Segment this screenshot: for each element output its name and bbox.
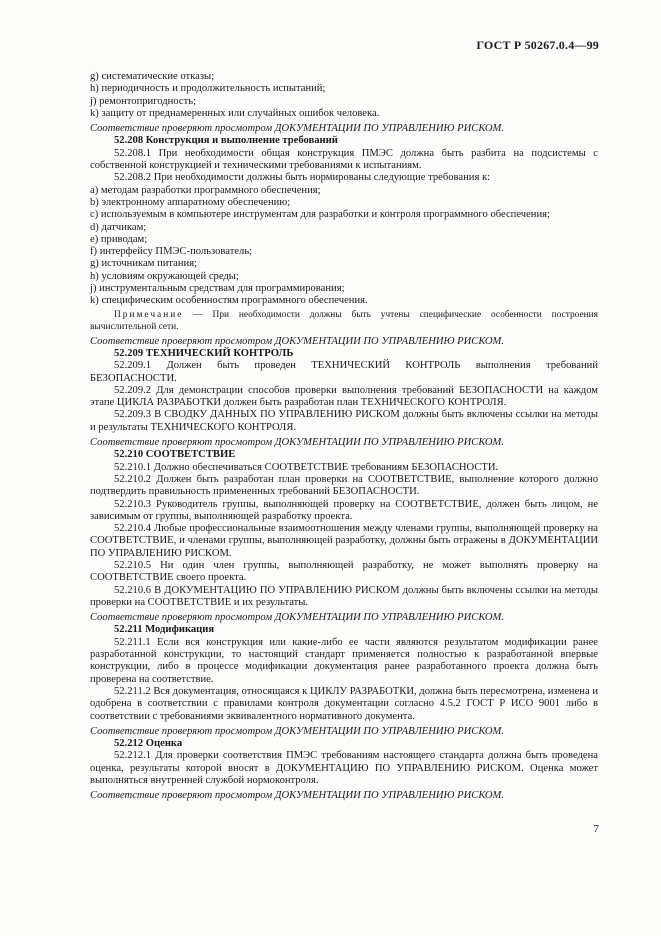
list-item: c) используемым в компьютере инструментам для разработки и контроля программного обеспечения; — [90, 209, 550, 221]
paragraph-52-210-1: 52.210.1 Должно обеспечиваться СООТВЕТСТВИЕ требованиям БЕЗОПАСНОСТИ. — [114, 461, 499, 473]
list-item: j) ремонтопригодность; — [90, 95, 197, 107]
standard-header: ГОСТ Р 50267.0.4—99 — [476, 38, 599, 52]
list-item: f) интерфейсу ПМЭС-пользователь; — [90, 246, 253, 258]
list-item: h) условиям окружающей среды; — [90, 270, 239, 282]
compliance-note: Соответствие проверяют просмотром ДОКУМЕНТАЦИИ ПО УПРАВЛЕНИЮ РИСКОМ. — [90, 123, 504, 135]
paragraph-52-210-3: 52.210.3 Руководитель группы, выполняющей проверку на СООТВЕТСТВИЕ, должен быть лицом, не зависимым от группы, выполняющей разработку проекта. — [90, 498, 598, 522]
paragraph-52-210-2: 52.210.2 Должен быть разработан план проверки на СООТВЕТСТВИЕ, выполнение которого должно подтвердить правильность примененных требований БЕЗОПАСНОСТИ. — [90, 473, 598, 498]
paragraph-52-211-1: 52.211.1 Если вся конструкция или какие-либо ее части являются результатом модификации ранее разработанной конструкции, то настоящий стандарт применяется полностью к разработанной впервые конструкции, либо в процессе модификации документация ранее разработанного проекта должна быть проверена на соответствие. — [90, 636, 598, 685]
compliance-note: Соответствие проверяют просмотром ДОКУМЕНТАЦИИ ПО УПРАВЛЕНИЮ РИСКОМ. — [90, 335, 504, 347]
section-title-52-209: 52.209 ТЕХНИЧЕСКИЙ КОНТРОЛЬ — [114, 347, 294, 359]
list-item: d) датчикам; — [90, 221, 147, 233]
paragraph-52-208-2: 52.208.2 При необходимости должны быть нормированы следующие требования к: — [114, 172, 491, 184]
section-title-52-212: 52.212 Оценка — [114, 738, 183, 750]
list-item: a) методам разработки программного обеспечения; — [90, 184, 321, 196]
note-label: Примечание — [114, 309, 184, 320]
paragraph-52-211-2: 52.211.2 Вся документация, относящаяся к ЦИКЛУ РАЗРАБОТКИ, должна быть пересмотрена, изменена и одобрена в соответствии с правилами контроля документации согласно 4.5.2 ГОСТ Р ИСО 9001 либо в соответствии с требованиями эквивалентного нормативного документа. — [90, 685, 598, 722]
list-item: g) систематические отказы; — [90, 71, 215, 82]
list-item: k) специфическим особенностям программного обеспечения. — [90, 295, 368, 307]
paragraph-52-209-3: 52.209.3 В СВОДКУ ДАННЫХ ПО УПРАВЛЕНИЮ РИСКОМ должны быть включены ссылки на методы и результаты ТЕХНИЧЕСКОГО КОНТРОЛЯ. — [90, 409, 598, 433]
paragraph-52-209-1: 52.209.1 Должен быть проведен ТЕХНИЧЕСКИЙ КОНТРОЛЬ выполнения требований БЕЗОПАСНОСТИ. — [90, 360, 598, 384]
list-item: b) электронному аппаратному обеспечению; — [90, 196, 291, 208]
list-item: h) периодичность и продолжительность испытаний; — [90, 83, 326, 95]
compliance-note: Соответствие проверяют просмотром ДОКУМЕНТАЦИИ ПО УПРАВЛЕНИЮ РИСКОМ. — [90, 612, 504, 624]
list-item: j) инструментальным средствам для программирования; — [90, 283, 345, 295]
document-body — [90, 71, 598, 803]
paragraph-52-210-5: 52.210.5 Ни один член группы, выполняющей разработку, не может выполнять проверку на СООТВЕТСТВИЕ своего проекта. — [90, 559, 598, 584]
section-title-52-211: 52.211 Модификация — [114, 624, 215, 636]
compliance-note: Соответствие проверяют просмотром ДОКУМЕНТАЦИИ ПО УПРАВЛЕНИЮ РИСКОМ. — [90, 790, 504, 802]
list-item: g) источникам питания; — [90, 258, 198, 270]
section-title-52-208: 52.208 Конструкция и выполнение требований — [114, 135, 338, 147]
page-number: 7 — [593, 823, 599, 835]
note — [90, 309, 598, 333]
paragraph-52-208-1: 52.208.1 При необходимости общая конструкция ПМЭС должна быть разбита на подсистемы с собственной конструкцией и техническими требованиями к испытаниям. — [90, 147, 598, 172]
paragraph-52-212-1: 52.212.1 Для проверки соответствия ПМЭС требованиям настоящего стандарта должна быть проведена оценка, результаты которой вносят в ДОКУМЕНТАЦИЮ ПО УПРАВЛЕНИЮ РИСКОМ. Оценка может выполняться внутренней службой нормоконтроля. — [90, 750, 598, 787]
compliance-note: Соответствие проверяют просмотром ДОКУМЕНТАЦИИ ПО УПРАВЛЕНИЮ РИСКОМ. — [90, 725, 504, 737]
section-title-52-210: 52.210 СООТВЕТСТВИЕ — [114, 449, 236, 461]
compliance-note: Соответствие проверяют просмотром ДОКУМЕНТАЦИИ ПО УПРАВЛЕНИЮ РИСКОМ. — [90, 437, 504, 449]
paragraph-52-210-4: 52.210.4 Любые профессиональные взаимоотношения между членами группы, выполняющей проверку на СООТВЕТСТВИЕ, и членами группы, выполняющей разработку, должны быть отражены в ДОКУМЕНТАЦИИ ПО УПРАВЛЕНИЮ РИСКОМ. — [90, 523, 598, 559]
paragraph-52-210-6: 52.210.6 В ДОКУМЕНТАЦИЮ ПО УПРАВЛЕНИЮ РИСКОМ должны быть включены ссылки на методы проверки на СООТВЕТСТВИЕ и их результаты. — [90, 584, 598, 608]
list-item: k) защиту от преднамеренных или случайных ошибок человека. — [90, 107, 380, 119]
list-item: e) приводам; — [90, 233, 148, 245]
paragraph-52-209-2: 52.209.2 Для демонстрации способов проверки выполнения требований БЕЗОПАСНОСТИ на каждом этапе ЦИКЛА РАЗРАБОТКИ должен быть разработан план ТЕХНИЧЕСКОГО КОНТРОЛЯ. — [90, 384, 598, 409]
note-text: — При необходимости должны быть учтены специфические особенности построения вычислительной сети. — [90, 309, 598, 332]
